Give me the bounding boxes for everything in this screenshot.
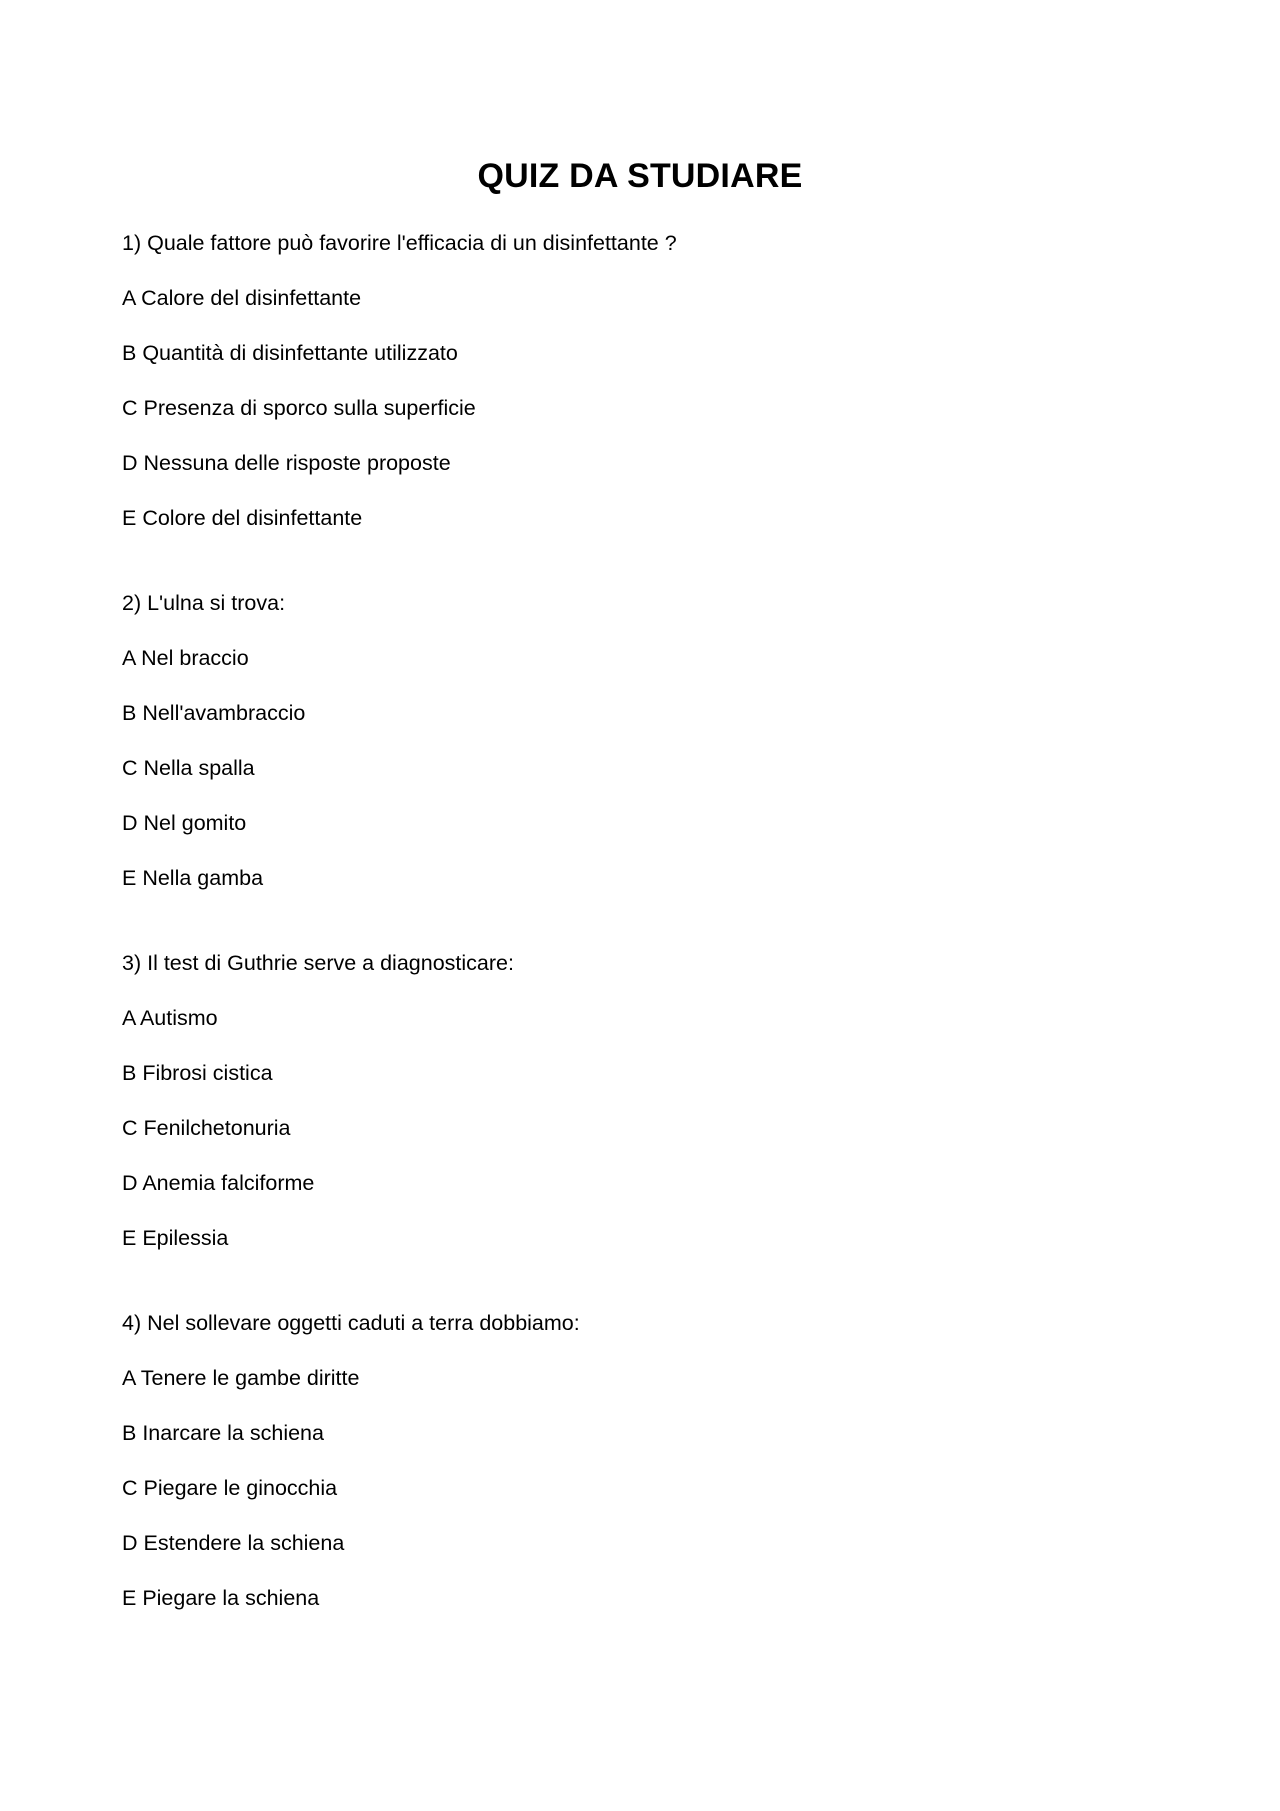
question-block-2: [122, 588, 1162, 893]
answer-option: B Quantità di disinfettante utilizzato: [122, 341, 458, 365]
answer-option: A Nel braccio: [122, 646, 249, 670]
question-block-3: [122, 948, 1162, 1253]
answer-option: A Autismo: [122, 1006, 218, 1030]
answer-option: D Estendere la schiena: [122, 1531, 345, 1555]
answer-option: D Nessuna delle risposte proposte: [122, 451, 451, 475]
answer-option: B Nell'avambraccio: [122, 701, 306, 725]
answer-option: E Epilessia: [122, 1226, 229, 1250]
answer-option: D Anemia falciforme: [122, 1171, 315, 1195]
question-block-1: [122, 228, 1162, 533]
question-text: 4) Nel sollevare oggetti caduti a terra dobbiamo:: [122, 1311, 580, 1335]
answer-option: A Tenere le gambe diritte: [122, 1366, 360, 1390]
question-text: 1) Quale fattore può favorire l'efficacia di un disinfettante ?: [122, 231, 677, 255]
question-block-4: [122, 1308, 1162, 1613]
answer-option: C Nella spalla: [122, 756, 255, 780]
answer-option: D Nel gomito: [122, 811, 247, 835]
answer-option: C Presenza di sporco sulla superficie: [122, 396, 476, 420]
answer-option: E Piegare la schiena: [122, 1586, 320, 1610]
answer-option: B Inarcare la schiena: [122, 1421, 324, 1445]
answer-option: E Nella gamba: [122, 866, 264, 890]
answer-option: C Fenilchetonuria: [122, 1116, 291, 1140]
answer-option: B Fibrosi cistica: [122, 1061, 273, 1085]
answer-option: A Calore del disinfettante: [122, 286, 362, 310]
question-text: 2) L'ulna si trova:: [122, 591, 286, 615]
quiz-content: [122, 228, 1162, 1668]
answer-option: E Colore del disinfettante: [122, 506, 363, 530]
page-title: QUIZ DA STUDIARE: [477, 157, 803, 195]
answer-option: C Piegare le ginocchia: [122, 1476, 338, 1500]
question-text: 3) Il test di Guthrie serve a diagnosticare:: [122, 951, 514, 975]
